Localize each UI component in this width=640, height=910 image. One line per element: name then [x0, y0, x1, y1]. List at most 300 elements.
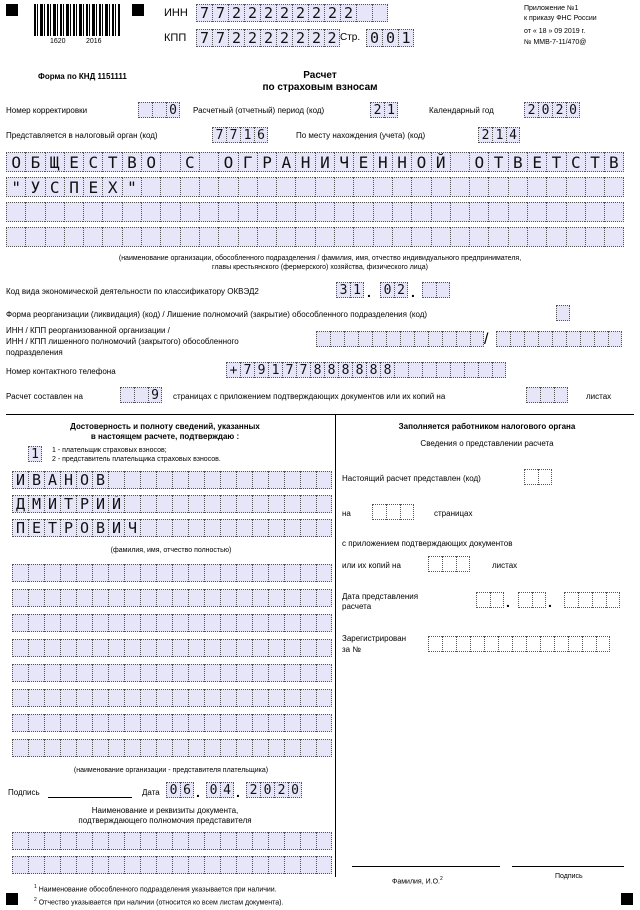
char-cell	[566, 227, 585, 247]
okved-part2[interactable]	[380, 282, 408, 298]
char-cell	[188, 614, 204, 632]
char-cell	[554, 387, 568, 403]
correction-field[interactable]	[138, 102, 180, 118]
char-cell	[469, 177, 488, 197]
char-cell	[252, 832, 268, 850]
char-cell	[6, 227, 25, 247]
confirm-code-field[interactable]	[28, 446, 42, 462]
char-cell	[236, 639, 252, 657]
char-cell	[156, 471, 172, 489]
char-cell	[172, 639, 188, 657]
char-cell	[12, 589, 28, 607]
char-cell	[400, 504, 414, 520]
char-cell	[188, 739, 204, 757]
char-cell	[422, 282, 436, 298]
tax-copies-field[interactable]	[428, 556, 470, 572]
char-cell	[300, 832, 316, 850]
char-cell	[316, 832, 332, 850]
char-cell	[315, 227, 334, 247]
char-cell	[156, 832, 172, 850]
tax-date-month[interactable]	[518, 592, 546, 608]
tax-pages-label: страницах	[434, 509, 473, 518]
year-label: Календарный год	[429, 106, 494, 115]
char-cell	[582, 636, 596, 652]
char-cell	[76, 639, 92, 657]
char-cell	[276, 177, 295, 197]
char-cell	[108, 589, 124, 607]
char-cell	[28, 639, 44, 657]
char-cell	[76, 689, 92, 707]
char-cell	[102, 202, 121, 222]
char-cell	[44, 564, 60, 582]
year-field[interactable]	[524, 102, 580, 118]
char-cell: +	[226, 362, 240, 378]
char-cell	[124, 495, 140, 513]
char-cell	[220, 471, 236, 489]
char-cell	[431, 177, 450, 197]
char-cell	[284, 664, 300, 682]
char-cell	[160, 177, 179, 197]
presented-code-field[interactable]	[524, 469, 552, 485]
char-cell	[28, 664, 44, 682]
char-cell	[268, 664, 284, 682]
char-cell	[334, 227, 353, 247]
char-cell: У	[25, 177, 44, 197]
sign-line	[48, 797, 132, 798]
char-cell	[252, 714, 268, 732]
char-cell	[204, 614, 220, 632]
rep-org-line7[interactable]	[12, 714, 332, 732]
reorg-inn-field[interactable]	[316, 331, 484, 347]
char-cell	[141, 177, 160, 197]
char-cell	[456, 636, 470, 652]
char-cell	[60, 664, 76, 682]
char-cell	[156, 664, 172, 682]
char-cell: Т	[44, 519, 60, 537]
char-cell: 8	[380, 362, 394, 378]
char-cell	[252, 664, 268, 682]
char-cell: И	[315, 152, 334, 172]
char-cell	[12, 639, 28, 657]
char-cell	[44, 714, 60, 732]
char-cell	[204, 689, 220, 707]
char-cell	[276, 227, 295, 247]
doc-line2[interactable]	[12, 856, 332, 874]
kpp-field[interactable]	[196, 29, 340, 47]
char-cell	[60, 564, 76, 582]
tax-fio-line	[352, 866, 500, 867]
char-cell	[140, 639, 156, 657]
char-cell	[236, 471, 252, 489]
char-cell	[300, 689, 316, 707]
char-cell: Г	[238, 152, 257, 172]
char-cell	[102, 227, 121, 247]
char-cell	[252, 495, 268, 513]
char-cell	[431, 227, 450, 247]
char-cell	[476, 592, 490, 608]
char-cell	[12, 856, 28, 874]
char-cell	[442, 556, 456, 572]
appendix-line1: Приложение №1	[524, 5, 579, 12]
char-cell	[236, 664, 252, 682]
char-cell	[204, 714, 220, 732]
char-cell	[188, 664, 204, 682]
pages-count-field[interactable]	[120, 387, 162, 403]
char-cell	[220, 519, 236, 537]
org-name-line1[interactable]	[6, 152, 624, 172]
char-cell	[492, 362, 506, 378]
char-cell	[199, 177, 218, 197]
char-cell	[188, 832, 204, 850]
patronymic-field[interactable]	[12, 519, 332, 537]
char-cell	[188, 639, 204, 657]
char-cell: Ч	[334, 152, 353, 172]
char-cell	[83, 202, 102, 222]
char-cell	[527, 227, 546, 247]
char-cell	[220, 832, 236, 850]
rep-org-line2[interactable]	[12, 589, 332, 607]
char-cell	[284, 564, 300, 582]
char-cell	[92, 664, 108, 682]
char-cell	[28, 714, 44, 732]
char-cell	[108, 564, 124, 582]
char-cell: 0	[538, 102, 552, 118]
footnote2-text: Отчество указывается при наличии (относится ко всем листам документа).	[38, 899, 284, 907]
okved-part3[interactable]	[422, 282, 450, 298]
date-month-field[interactable]	[206, 782, 234, 798]
char-cell	[44, 739, 60, 757]
okved-part1[interactable]	[336, 282, 364, 298]
reorg-inn-label1: ИНН / КПП реорганизованной организации /	[6, 326, 170, 335]
char-cell	[316, 739, 332, 757]
char-cell: 2	[394, 282, 408, 298]
char-cell	[188, 714, 204, 732]
char-cell	[540, 387, 554, 403]
tax-sign-line	[512, 866, 624, 867]
char-cell	[526, 636, 540, 652]
location-field[interactable]	[478, 127, 520, 143]
knd-code: Форма по КНД 1151111	[38, 72, 127, 81]
char-cell: 6	[254, 127, 268, 143]
confirm-option1: 1 - плательщик страховых взносов;	[52, 447, 167, 454]
char-cell	[442, 331, 456, 347]
reorg-form-field[interactable]	[556, 305, 570, 321]
tax-fio-label: Фамилия, И.О.$^2$	[392, 876, 443, 886]
char-cell: 2	[552, 102, 566, 118]
char-cell: Й	[431, 152, 450, 172]
char-cell	[284, 639, 300, 657]
char-cell	[12, 739, 28, 757]
char-cell	[580, 331, 594, 347]
char-cell	[108, 639, 124, 657]
char-cell	[373, 202, 392, 222]
char-cell	[431, 202, 450, 222]
char-cell	[141, 227, 160, 247]
footnote2: $^2$ Отчество указывается при наличии (относится ко всем листам документа).	[34, 897, 284, 907]
char-cell	[524, 469, 538, 485]
char-cell	[585, 227, 604, 247]
char-cell: 2	[244, 4, 260, 22]
inn-field[interactable]	[196, 4, 388, 22]
char-cell	[606, 592, 620, 608]
tax-fio-text: Фамилия, И.О.	[392, 878, 440, 886]
char-cell	[124, 639, 140, 657]
reorg-inn-label3: подразделения	[6, 348, 63, 357]
char-cell	[496, 331, 510, 347]
tax-side-subtitle: Сведения о представлении расчета	[420, 439, 554, 448]
char-cell: Е	[83, 177, 102, 197]
char-cell	[180, 227, 199, 247]
char-cell	[236, 589, 252, 607]
fio-caption: (фамилия, имя, отчество полностью)	[110, 547, 232, 554]
char-cell: 2	[276, 29, 292, 47]
char-cell	[392, 227, 411, 247]
char-cell	[60, 739, 76, 757]
period-field[interactable]	[370, 102, 398, 118]
char-cell: 1	[384, 102, 398, 118]
tax-org-field[interactable]	[212, 127, 268, 143]
date-day-field[interactable]	[166, 782, 194, 798]
char-cell: 0	[206, 782, 220, 798]
appendix-line4: № ММВ-7-11/470@	[524, 39, 587, 46]
org-name-line3[interactable]	[6, 202, 624, 222]
char-cell	[140, 664, 156, 682]
tax-pages-field[interactable]	[372, 504, 414, 520]
char-cell	[236, 739, 252, 757]
char-cell	[44, 832, 60, 850]
char-cell	[316, 614, 332, 632]
char-cell: 0	[288, 782, 302, 798]
char-cell: 3	[336, 282, 350, 298]
char-cell	[172, 832, 188, 850]
char-cell	[124, 664, 140, 682]
name-field[interactable]	[12, 495, 332, 513]
char-cell: Е	[64, 152, 83, 172]
tax-side-title: Заполняется работником налогового органа	[398, 422, 576, 431]
rep-org-line5[interactable]	[12, 664, 332, 682]
char-cell	[156, 689, 172, 707]
char-cell	[344, 331, 358, 347]
appendix-line3: от « 18 » 09 2019 г.	[524, 28, 586, 35]
char-cell	[316, 856, 332, 874]
confirm-title2: в настоящем расчете, подтверждаю :	[90, 432, 240, 441]
char-cell	[456, 331, 470, 347]
char-cell: 2	[228, 29, 244, 47]
char-cell	[268, 564, 284, 582]
char-cell: 2	[260, 29, 276, 47]
char-cell	[124, 856, 140, 874]
char-cell	[252, 689, 268, 707]
char-cell: 2	[292, 29, 308, 47]
char-cell	[518, 592, 532, 608]
kpp-label: КПП	[164, 32, 187, 44]
char-cell	[140, 564, 156, 582]
char-cell: П	[12, 519, 28, 537]
corner-marker-bottom-right	[621, 893, 633, 905]
char-cell	[527, 202, 546, 222]
char-cell	[204, 739, 220, 757]
char-cell	[300, 614, 316, 632]
char-cell	[236, 714, 252, 732]
char-cell	[358, 331, 372, 347]
char-cell	[12, 664, 28, 682]
char-cell	[124, 714, 140, 732]
section-divider	[6, 414, 634, 415]
char-cell	[220, 714, 236, 732]
char-cell	[540, 636, 554, 652]
doc-line1[interactable]	[12, 832, 332, 850]
char-cell: И	[92, 495, 108, 513]
char-cell: 4	[220, 782, 234, 798]
char-cell	[469, 227, 488, 247]
char-cell	[422, 362, 436, 378]
char-cell	[92, 564, 108, 582]
char-cell	[252, 639, 268, 657]
char-cell: 2	[274, 782, 288, 798]
with-docs-label: с приложением подтверждающих документов	[342, 539, 513, 548]
reorg-kpp-field[interactable]	[496, 331, 622, 347]
char-cell	[28, 689, 44, 707]
char-cell	[140, 689, 156, 707]
char-cell	[76, 664, 92, 682]
char-cell	[12, 832, 28, 850]
char-cell	[172, 614, 188, 632]
char-cell	[204, 664, 220, 682]
char-cell	[488, 227, 507, 247]
char-cell	[284, 471, 300, 489]
char-cell	[156, 495, 172, 513]
char-cell	[604, 227, 623, 247]
date-presented-label2: расчета	[342, 602, 372, 611]
char-cell: "	[122, 177, 141, 197]
char-cell: Щ	[45, 152, 64, 172]
pages-end-label: листах	[586, 392, 612, 401]
char-cell	[490, 592, 504, 608]
rep-org-line4[interactable]	[12, 639, 332, 657]
rep-org-line6[interactable]	[12, 689, 332, 707]
char-cell	[204, 589, 220, 607]
char-cell	[353, 177, 372, 197]
char-cell	[92, 739, 108, 757]
char-cell	[220, 739, 236, 757]
char-cell	[392, 177, 411, 197]
char-cell	[470, 331, 484, 347]
tax-date-year[interactable]	[564, 592, 620, 608]
char-cell: 2	[228, 4, 244, 22]
corner-marker-bottom-left	[6, 893, 18, 905]
char-cell	[470, 636, 484, 652]
char-cell	[284, 832, 300, 850]
rep-org-line3[interactable]	[12, 614, 332, 632]
char-cell	[160, 227, 179, 247]
char-cell	[220, 495, 236, 513]
rep-org-line8[interactable]	[12, 739, 332, 757]
char-cell	[411, 177, 430, 197]
char-cell	[83, 227, 102, 247]
char-cell	[45, 202, 64, 222]
char-cell: Р	[60, 519, 76, 537]
char-cell	[12, 689, 28, 707]
char-cell	[284, 739, 300, 757]
char-cell	[108, 739, 124, 757]
reorg-slash: /	[484, 331, 489, 348]
org-name-line4[interactable]	[6, 227, 624, 247]
char-cell: 7	[240, 362, 254, 378]
char-cell	[554, 636, 568, 652]
char-cell: Н	[392, 152, 411, 172]
char-cell	[28, 856, 44, 874]
char-cell: О	[76, 471, 92, 489]
char-cell	[138, 102, 152, 118]
char-cell	[220, 639, 236, 657]
registration-number-field[interactable]	[428, 636, 610, 652]
char-cell: В	[604, 152, 623, 172]
char-cell	[236, 564, 252, 582]
rep-org-line1[interactable]	[12, 564, 332, 582]
date-presented-label1: Дата представления	[342, 592, 419, 601]
char-cell: С	[45, 177, 64, 197]
char-cell	[60, 856, 76, 874]
char-cell: О	[218, 152, 237, 172]
char-cell	[510, 331, 524, 347]
char-cell	[188, 689, 204, 707]
char-cell	[508, 202, 527, 222]
surname-field[interactable]	[12, 471, 332, 489]
char-cell	[284, 589, 300, 607]
page-number-field[interactable]	[366, 29, 414, 47]
char-cell	[220, 564, 236, 582]
tax-org-label: Представляется в налоговый орган (код)	[6, 131, 158, 140]
char-cell	[28, 589, 44, 607]
char-cell	[60, 832, 76, 850]
okved-label: Код вида экономической деятельности по классификатору ОКВЭД2	[6, 287, 259, 296]
char-cell	[252, 856, 268, 874]
char-cell	[411, 227, 430, 247]
org-name-line2[interactable]	[6, 177, 624, 197]
char-cell	[604, 202, 623, 222]
char-cell	[134, 387, 148, 403]
char-cell	[276, 202, 295, 222]
char-cell	[28, 614, 44, 632]
char-cell	[414, 331, 428, 347]
char-cell	[44, 856, 60, 874]
char-cell	[124, 471, 140, 489]
char-cell	[141, 202, 160, 222]
char-cell: Н	[295, 152, 314, 172]
char-cell: 8	[352, 362, 366, 378]
char-cell: 9	[148, 387, 162, 403]
date-year-field[interactable]	[246, 782, 302, 798]
char-cell	[372, 4, 388, 22]
char-cell	[604, 177, 623, 197]
tax-date-day[interactable]	[476, 592, 504, 608]
char-cell	[478, 362, 492, 378]
char-cell: 7	[196, 29, 212, 47]
char-cell	[204, 519, 220, 537]
phone-field[interactable]	[226, 362, 506, 378]
char-cell	[218, 177, 237, 197]
sheets-count-field[interactable]	[526, 387, 568, 403]
corner-marker-top-right	[132, 4, 144, 16]
char-cell	[386, 331, 400, 347]
char-cell	[140, 714, 156, 732]
char-cell	[124, 832, 140, 850]
char-cell	[268, 856, 284, 874]
char-cell	[450, 362, 464, 378]
char-cell	[295, 177, 314, 197]
registered-label2: за №	[342, 645, 361, 654]
char-cell	[295, 202, 314, 222]
